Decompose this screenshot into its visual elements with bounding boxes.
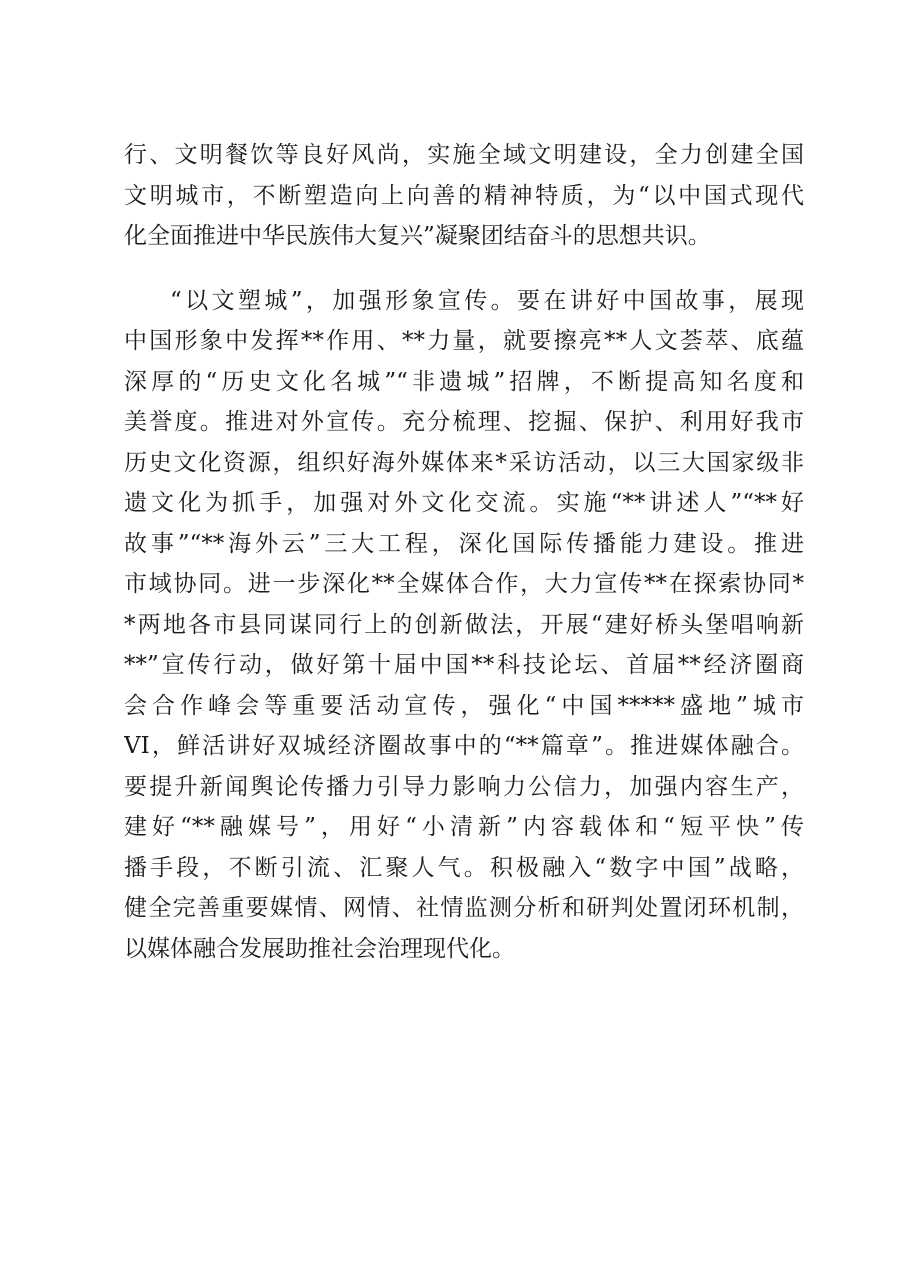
paragraph-2	[124, 281, 804, 970]
text-line: 美誉度。推进对外宣传。充分梳理、挖掘、保护、利用好我市	[124, 409, 804, 435]
text-line: 建好“**融媒号”，用好“小清新”内容载体和“短平快”传	[124, 814, 804, 840]
body-text	[124, 135, 804, 969]
text-line: 播手段，不断引流、汇聚人气。积极融入“数字中国”战略，	[124, 854, 804, 881]
text-line: 历史文化资源，组织好海外媒体来*采访活动，以三大国家级非	[124, 449, 804, 476]
text-line: 以媒体融合发展助推社会治理现代化。	[124, 935, 515, 962]
text-line: 文明城市，不断塑造向上向善的精神特质，为“以中国式现代	[124, 182, 804, 209]
text-line: 行、文明餐饮等良好风尚，实施全域文明建设，全力创建全国	[124, 142, 804, 168]
text-line: 市域协同。进一步深化**全媒体合作，大力宣传**在探索协同*	[124, 571, 804, 597]
text-line: 故事”“**海外云”三大工程，深化国际传播能力建设。推进	[124, 530, 804, 557]
text-line: 化全面推进中华民族伟大复兴”凝聚团结奋斗的思想共识。	[124, 223, 711, 249]
text-line: 会合作峰会等重要活动宣传，强化“中国*****盛地”城市	[124, 692, 804, 719]
text-line: 健全完善重要媒情、网情、社情监测分析和研判处置闭环机制，	[124, 895, 804, 921]
paragraph-1	[124, 135, 804, 257]
text-line: **”宣传行动，做好第十届中国**科技论坛、首届**经济圈商	[124, 652, 804, 678]
text-line: *两地各市县同谋同行上的创新做法，开展“建好桥头堡唱响新	[124, 611, 804, 638]
text-line: 深厚的“历史文化名城”“非遗城”招牌，不断提高知名度和	[124, 368, 804, 395]
text-line: 遗文化为抓手，加强对外文化交流。实施“**讲述人”“**好	[124, 490, 804, 516]
text-line: 中国形象中发挥**作用、**力量，就要擦亮**人文荟萃、底蕴	[124, 328, 804, 354]
text-line: 要提升新闻舆论传播力引导力影响力公信力，加强内容生产，	[124, 773, 804, 800]
paragraph-spacing	[124, 257, 804, 281]
text-line: “以文塑城”，加强形象宣传。要在讲好中国故事，展现	[170, 287, 804, 314]
text-line: VI，鲜活讲好双城经济圈故事中的“**篇章”。推进媒体融合。	[124, 733, 804, 759]
